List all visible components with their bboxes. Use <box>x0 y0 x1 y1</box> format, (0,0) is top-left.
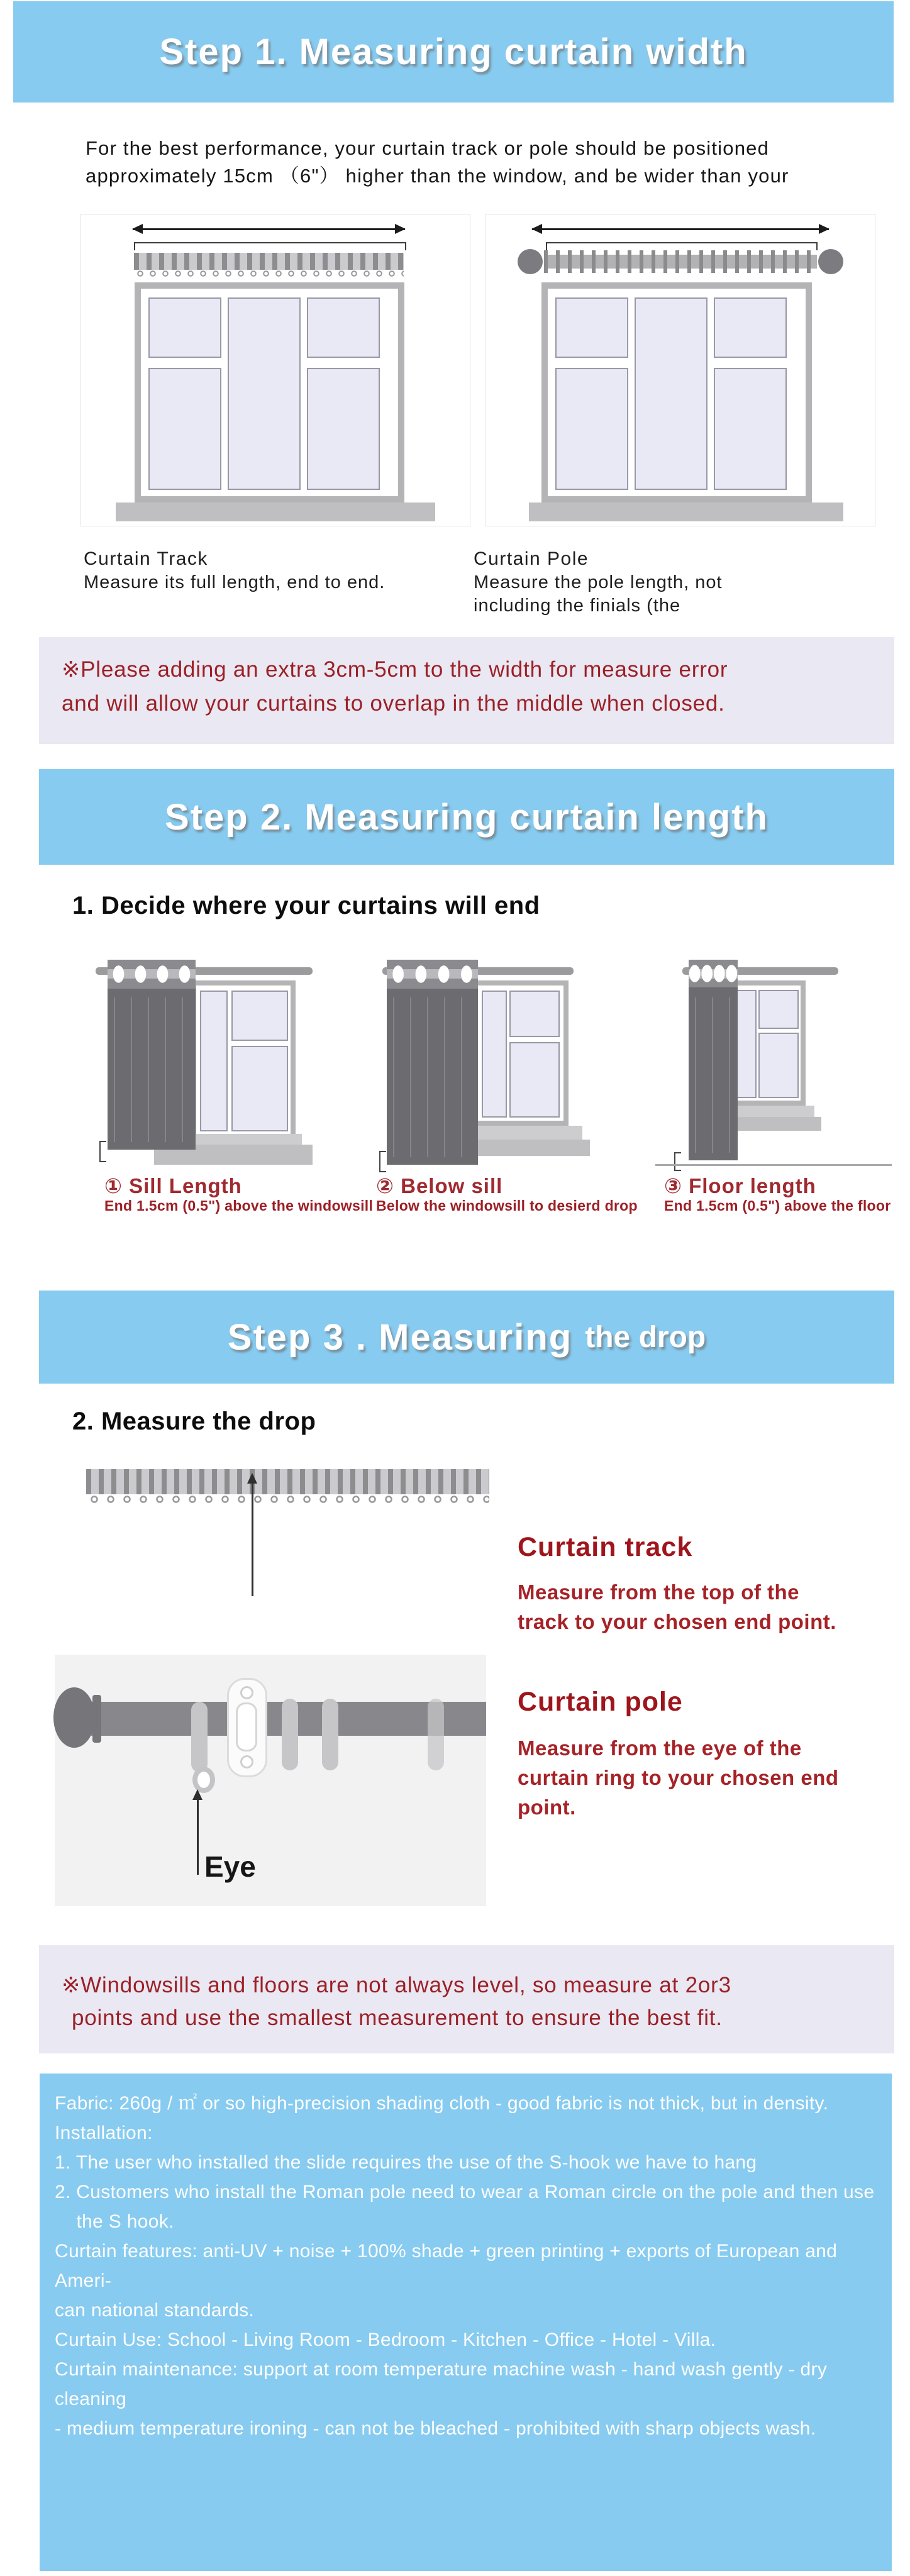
width-arrow-icon <box>532 228 829 230</box>
grommet-band <box>689 960 738 987</box>
curtain-panel <box>387 960 478 1165</box>
width-arrow-icon <box>133 228 405 230</box>
curtain-pole-diagram <box>486 214 875 526</box>
product-info-text <box>55 2089 882 2443</box>
level-note <box>39 1945 894 2053</box>
track-caption-body: Measure its full length, end to end. <box>84 572 386 592</box>
window-sill <box>725 1106 814 1117</box>
window-pane <box>758 1033 799 1098</box>
info-line: Curtain features: anti-UV + noise + 100% shade + green printing + exports of European and Ameri- <box>55 2241 842 2291</box>
grommet-band <box>108 960 196 989</box>
step1-banner-title: Step 1. Measuring curtain width <box>159 31 748 72</box>
window-pane <box>509 1042 560 1118</box>
pole-drop-body <box>518 1733 839 1822</box>
window-sill <box>529 502 843 521</box>
window-pane <box>509 991 560 1037</box>
pole-rings <box>544 250 817 273</box>
window-pane <box>148 297 221 358</box>
gap-bracket <box>379 1151 386 1172</box>
step3-heading: 2. Measure the drop <box>72 1407 316 1435</box>
window-pane <box>714 297 787 358</box>
track-hooks <box>134 270 404 278</box>
width-note-line2: and will allow your curtains to overlap in the middle when closed. <box>62 691 725 716</box>
step1-intro-line1: For the best performance, your curtain track or pole should be positioned <box>86 137 770 159</box>
curtain-panel <box>689 960 738 1160</box>
window-pane <box>714 368 787 490</box>
window-sill <box>464 1126 582 1140</box>
measure-bracket <box>546 242 818 250</box>
window <box>191 980 296 1139</box>
floor-line <box>655 1164 892 1166</box>
wall-bracket-plate <box>227 1678 267 1777</box>
window-pane <box>307 368 380 490</box>
finial-icon <box>518 249 543 274</box>
info-line: the S hook. <box>55 2211 174 2232</box>
step1-banner <box>13 1 894 103</box>
bracket-slot <box>236 1702 257 1752</box>
step2-heading: 1. Decide where your curtains will end <box>72 892 540 919</box>
curtain-folds <box>695 997 731 1153</box>
level-note-line2: points and use the smallest measurement to ensure the best fit. <box>72 2006 723 2030</box>
finial-icon <box>818 249 843 274</box>
window-pane <box>231 991 288 1041</box>
info-line: 2. Customers who install the Roman pole need to wear a Roman circle on the pole and then use <box>55 2182 875 2202</box>
product-info-box <box>40 2074 892 2571</box>
option1-label: ① Sill Length <box>104 1174 242 1197</box>
option2-label: ② Below sill <box>376 1174 503 1197</box>
finial-icon <box>53 1687 95 1748</box>
info-line: Fabric: 260g / ㎡ or so high-precision shading cloth - good fabric is not thick, but in density. <box>55 2093 829 2114</box>
level-note-line1: ※Windowsills and floors are not always level, so measure at 2or3 <box>62 1973 731 1997</box>
window-pane <box>482 991 507 1118</box>
curtain-ring <box>428 1699 444 1770</box>
width-note-line1: ※Please adding an extra 3cm-5cm to the width for measure error <box>62 657 728 682</box>
gap-bracket <box>674 1152 681 1171</box>
drop-track-hooks <box>86 1494 489 1504</box>
track-caption-title: Curtain Track <box>84 548 208 569</box>
window-pane <box>555 368 628 490</box>
screw-hole-icon <box>240 1755 253 1768</box>
below-sill-diagram <box>371 956 597 1182</box>
track-drop-line1: Measure from the top of the <box>518 1580 800 1604</box>
track-bar <box>134 253 404 270</box>
info-line: 1. The user who installed the slide requires the use of the S-hook we have to hang <box>55 2152 757 2173</box>
window-pane <box>200 991 228 1131</box>
info-line: Installation: <box>55 2123 153 2143</box>
curtain-folds <box>114 997 189 1142</box>
pole-drop-line3: point. <box>518 1796 576 1819</box>
curtain-ring <box>191 1702 208 1772</box>
curtain-panel <box>108 960 196 1150</box>
eye-label: Eye <box>204 1850 256 1883</box>
window-sill <box>116 502 435 521</box>
step3-banner <box>39 1291 894 1384</box>
grommet-band <box>387 960 478 989</box>
gap-bracket <box>99 1141 106 1162</box>
track-drop-line2: track to your chosen end point. <box>518 1610 836 1633</box>
measure-bracket <box>134 242 406 250</box>
option1-desc: End 1.5cm (0.5") above the windowsill <box>104 1197 374 1214</box>
width-note <box>39 637 894 744</box>
pole-caption-body1: Measure the pole length, not <box>474 572 723 592</box>
screw-hole-icon <box>240 1686 253 1699</box>
window-pane <box>231 1046 288 1131</box>
option2-desc: Below the windowsill to desierd drop <box>376 1197 638 1214</box>
step3-banner-title: Step 3 . Measuring <box>227 1316 573 1358</box>
sill-length-diagram <box>88 956 314 1170</box>
drop-arrow <box>252 1483 253 1596</box>
curtain-folds <box>393 997 472 1157</box>
window <box>135 282 404 502</box>
pole-drop-diagram <box>55 1655 486 1906</box>
floor-length-diagram <box>654 956 906 1173</box>
window-pane <box>148 368 221 490</box>
drop-arrow-head <box>247 1473 257 1484</box>
info-line: Curtain maintenance: support at room temperature machine wash - hand wash gently - dry cleaning <box>55 2359 833 2409</box>
track-drop-title: Curtain track <box>518 1532 693 1562</box>
eye-arrow-head <box>192 1789 203 1800</box>
eye-arrow <box>197 1799 199 1875</box>
step1-intro <box>86 135 789 190</box>
window-pane <box>307 297 380 358</box>
option3-label: ③ Floor length <box>664 1174 816 1197</box>
window <box>728 980 806 1106</box>
info-line: Curtain Use: School - Living Room - Bedroom - Kitchen - Office - Hotel - Villa. <box>55 2329 716 2350</box>
window-pane <box>555 297 628 358</box>
pole-drop-title: Curtain pole <box>518 1687 683 1717</box>
info-line: - medium temperature ironing - can not be bleached - prohibited with sharp objects wash. <box>55 2418 816 2439</box>
pole-drop-line1: Measure from the eye of the <box>518 1736 802 1760</box>
window-pane <box>736 990 757 1098</box>
pole-caption-title: Curtain Pole <box>474 548 589 569</box>
pole-drop-line2: curtain ring to your chosen end <box>518 1766 839 1789</box>
step2-banner-title: Step 2. Measuring curtain length <box>165 796 769 838</box>
curtain-track-diagram <box>80 214 470 526</box>
track-drop-body <box>518 1577 836 1636</box>
drop-track-bar <box>86 1469 489 1494</box>
window <box>541 282 812 502</box>
finial-collar <box>92 1695 101 1743</box>
pole-caption-body2: including the finials (the <box>474 596 681 616</box>
step2-banner <box>39 769 894 865</box>
window-pane <box>635 297 707 490</box>
window <box>473 980 569 1126</box>
curtain-ring <box>282 1699 298 1770</box>
info-line: can national standards. <box>55 2300 255 2321</box>
step3-banner-subtitle: the drop <box>585 1320 706 1354</box>
curtain-ring <box>322 1699 338 1770</box>
window-pane <box>228 297 301 490</box>
option3-desc: End 1.5cm (0.5") above the floor <box>664 1197 891 1214</box>
window-pane <box>758 990 799 1029</box>
step1-intro-line2: approximately 15cm （6"） higher than the window, and be wider than your <box>86 165 789 187</box>
